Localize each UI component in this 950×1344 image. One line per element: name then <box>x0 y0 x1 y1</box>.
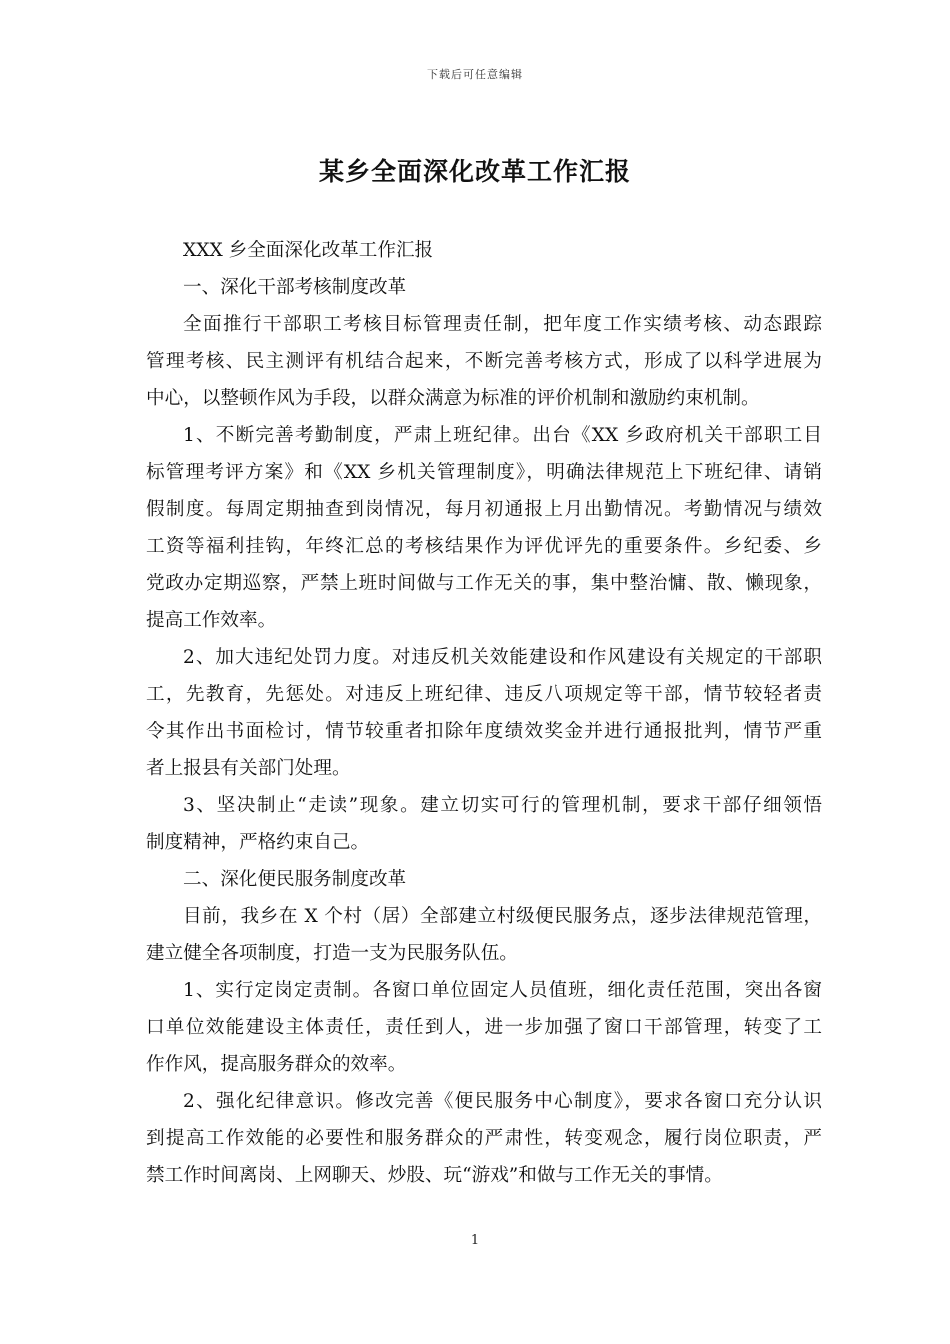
text-line: 2、强化纪律意识。修改完善《便民服务中心制度》，要求各窗口充分认识 <box>183 1091 822 1112</box>
text-line: 制度精神，严格约束自己。 <box>146 832 370 853</box>
text-line: 工资等福利挂钩，年终汇总的考核结果作为评优评先的重要条件。乡纪委、乡 <box>146 536 822 557</box>
text-line: 中心，以整顿作风为手段，以群众满意为标准的评价机制和激励约束机制。 <box>146 388 760 409</box>
text-line: 标管理考评方案》和《XX 乡机关管理制度》，明确法律规范上下班纪律、请销 <box>146 462 822 483</box>
text-line: 作作风，提高服务群众的效率。 <box>146 1054 407 1075</box>
text-line: 者上报县有关部门处理。 <box>146 758 351 779</box>
text-line: 3、坚决制止“走读”现象。建立切实可行的管理机制，要求干部仔细领悟 <box>183 795 822 816</box>
text-line: 党政办定期巡察，严禁上班时间做与工作无关的事，集中整治慵、散、懒现象， <box>146 573 822 594</box>
text-line: 管理考核、民主测评有机结合起来，不断完善考核方式，形成了以科学进展为 <box>146 351 822 372</box>
text-line: 1、实行定岗定责制。各窗口单位固定人员值班，细化责任范围，突出各窗 <box>183 980 822 1001</box>
text-line: 禁工作时间离岗、上网聊天、炒股、玩“游戏”和做与工作无关的事情。 <box>146 1165 723 1186</box>
header-note: 下载后可任意编辑 <box>427 68 523 81</box>
text-line: 到提高工作效能的必要性和服务群众的严肃性，转变观念，履行岗位职责，严 <box>146 1128 822 1149</box>
text-line: 全面推行干部职工考核目标管理责任制，把年度工作实绩考核、动态跟踪 <box>183 314 822 335</box>
text-line: XXX 乡全面深化改革工作汇报 <box>183 240 434 261</box>
text-line: 2、加大违纪处罚力度。对违反机关效能建设和作风建设有关规定的干部职 <box>183 647 822 668</box>
text-line: 建立健全各项制度，打造一支为民服务队伍。 <box>146 943 518 964</box>
text-line: 口单位效能建设主体责任，责任到人，进一步加强了窗口干部管理，转变了工 <box>146 1017 822 1038</box>
text-line: 假制度。每周定期抽查到岗情况，每月初通报上月出勤情况。考勤情况与绩效 <box>146 499 822 520</box>
text-line: 令其作出书面检讨，情节较重者扣除年度绩效奖金并进行通报批判，情节严重 <box>146 721 822 742</box>
document-title: 某乡全面深化改革工作汇报 <box>318 157 631 186</box>
text-line: 二、深化便民服务制度改革 <box>183 869 407 890</box>
document-body <box>146 232 822 1194</box>
text-line: 工，先教育，先惩处。对违反上班纪律、违反八项规定等干部，情节较轻者责 <box>146 684 822 705</box>
text-line: 一、深化干部考核制度改革 <box>183 277 407 298</box>
text-line: 提高工作效率。 <box>146 610 277 631</box>
text-line: 1、不断完善考勤制度，严肃上班纪律。出台《XX 乡政府机关干部职工目 <box>183 425 822 446</box>
page-number: 1 <box>470 1233 480 1248</box>
text-line: 目前，我乡在 X 个村（居）全部建立村级便民服务点，逐步法律规范管理， <box>183 906 822 927</box>
